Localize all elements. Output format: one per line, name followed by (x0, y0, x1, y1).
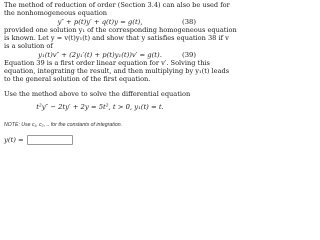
constants-note: NOTE: Use c₁, c₂, .. for the constants of integration. (4, 122, 123, 128)
equation-39 (4, 51, 196, 59)
intro-line-8: to the general solution of the first equation. (4, 75, 151, 83)
equation-39-number: (39) (182, 51, 196, 59)
equation-38-body: y″ + p(t)y′ + q(t)y = g(t), (57, 18, 143, 26)
problem-page (0, 0, 237, 151)
intro-line-1: The method of reduction of order (Section 3.4) can also be used for (4, 1, 230, 9)
answer-row (4, 134, 73, 146)
problem-instruction: Use the method above to solve the differential equation (4, 90, 191, 98)
intro-line-2: the nonhomogeneous equation (4, 9, 108, 17)
intro-line-4: is known. Let y = v(t)y₁(t) and show that y satisfies equation 38 if v (4, 34, 229, 42)
equation-38 (4, 18, 196, 26)
intro-line-7: equation, integrating the result, and then multiplying by y₁(t) leads (4, 67, 230, 75)
problem-equation (4, 103, 196, 111)
equation-38-number: (38) (182, 18, 196, 26)
intro-line-3: provided one solution y₁ of the corresponding homogeneous equation (4, 26, 237, 34)
problem-equation-body: t²y″ − 2ty′ + 2y = 5t², t > 0, y₁(t) = t. (36, 103, 164, 111)
answer-label: y(t) = (4, 136, 24, 144)
answer-input[interactable] (27, 135, 73, 145)
intro-line-6: Equation 39 is a first order linear equation for v′. Solving this (4, 59, 210, 67)
intro-line-5: is a solution of (4, 42, 53, 50)
equation-39-body: y₁(t)v″ + (2y₁′(t) + p(t)y₁(t))v′ = g(t). (38, 51, 162, 59)
